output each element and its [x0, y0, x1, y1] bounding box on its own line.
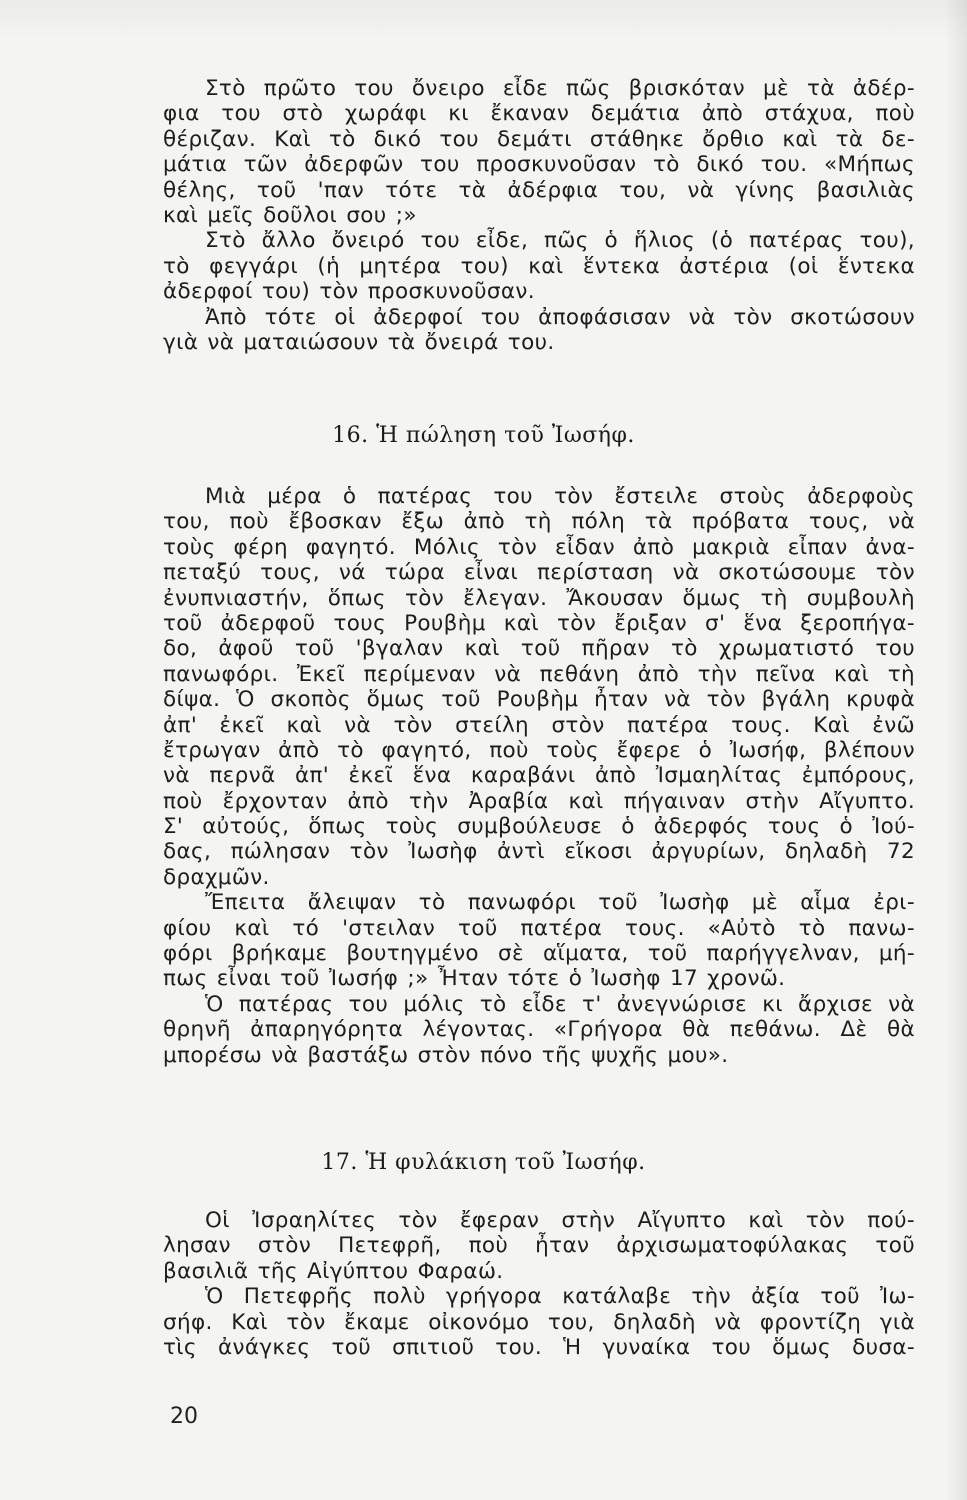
text-line: φια του στὸ χωράφι κι ἔκαναν δεμάτια ἀπὸ στάχυα, ποὺ — [163, 101, 915, 127]
text-line: δραχμῶν. — [163, 864, 270, 890]
text-line: Στὸ πρῶτο του ὄνειρο εἶδε πῶς βρισκόταν μὲ τὰ ἀδέρ- — [205, 76, 915, 101]
text-line: Ὁ πατέρας του μόλις τὸ εἶδε τ' ἀνεγνώρισε κι ἄρχισε νὰ — [205, 991, 915, 1017]
section-heading-17: 17. Ἡ φυλάκιση τοῦ Ἰωσήφ. — [321, 1150, 646, 1175]
text-line: ἔτρωγαν ἀπὸ τὸ φαγητό, ποὺ τοὺς ἔφερε ὁ Ἰωσήφ, βλέπουν — [163, 737, 915, 763]
text-line: πανωφόρι. Ἐκεῖ περίμεναν νὰ πεθάνη ἀπὸ τὴν πεῖνα καὶ τὴ — [163, 661, 915, 687]
text-line: ἐνυπνιαστήν, ὅπως τὸν ἔλεγαν. Ἄκουσαν ὅμως τὴ συμβουλὴ — [163, 585, 915, 611]
text-line: θρηνῆ ἀπαρηγόρητα λέγοντας. «Γρήγορα θὰ πεθάνω. Δὲ θὰ — [163, 1017, 915, 1043]
text-line: Ἔπειτα ἄλειψαν τὸ πανωφόρι τοῦ Ἰωσὴφ μὲ αἷμα ἐρι- — [205, 890, 915, 916]
text-block-section-16 — [163, 484, 915, 1068]
text-line: Στὸ ἄλλο ὄνειρό του εἶδε, πῶς ὁ ἥλιος (ὁ πατέρας του), — [205, 228, 915, 254]
text-line: μπορέσω νὰ βαστάξω στὸν πόνο τῆς ψυχῆς μου». — [163, 1042, 729, 1068]
text-line: ἀπ' ἐκεῖ καὶ νὰ τὸν στείλη στὸν πατέρα τους. Καὶ ἐνῶ — [163, 712, 915, 738]
text-line: τὸ φεγγάρι (ἡ μητέρα του) καὶ ἕντεκα ἀστέρια (οἱ ἕντεκα — [163, 253, 915, 279]
text-line: βασιλιᾶ τῆς Αἰγύπτου Φαραώ. — [163, 1258, 504, 1284]
text-line: Ἀπὸ τότε οἱ ἀδερφοί του ἀποφάσισαν νὰ τὸν σκοτώσουν — [205, 304, 915, 330]
text-line: Σ' αὐτούς, ὅπως τοὺς συμβούλευσε ὁ ἀδερφός τους ὁ Ἰού- — [163, 814, 915, 840]
text-line: τοῦ ἀδερφοῦ τους Ρουβὴμ καὶ τὸν ἔριξαν σ' ἕνα ξεροπήγα- — [163, 610, 915, 636]
text-line: λησαν στὸν Πετεφρῆ, ποὺ ἦταν ἀρχισωματοφύλακας τοῦ — [163, 1233, 915, 1259]
text-line: πως εἶναι τοῦ Ἰωσήφ ;» Ἦταν τότε ὁ Ἰωσὴφ 17 χρονῶ. — [163, 966, 786, 992]
text-line: τοὺς φέρη φαγητό. Μόλις τὸν εἶδαν ἀπὸ μακριὰ εἶπαν ἀνα- — [163, 534, 915, 560]
text-line: σήφ. Καὶ τὸν ἔκαμε οἰκονόμο του, δηλαδὴ νὰ φροντίζη γιὰ — [163, 1309, 915, 1335]
text-line: φίου καὶ τό 'στειλαν τοῦ πατέρα τους. «Αὐτὸ τὸ πανω- — [163, 915, 915, 941]
page-top-shading — [0, 0, 967, 40]
text-line: του, ποὺ ἔβοσκαν ἔξω ἀπὸ τὴ πόλη τὰ πρόβατα τους, νὰ — [163, 509, 915, 535]
page-edge-shading — [945, 0, 967, 1500]
text-line: θέλης, τοῦ 'παν τότε τὰ ἀδέρφια του, νὰ γίνης βασιλιὰς — [163, 177, 915, 203]
text-line: Ὁ Πετεφρῆς πολὺ γρήγορα κατάλαβε τὴν ἀξία τοῦ Ἰω- — [205, 1284, 915, 1310]
text-line: δίψα. Ὁ σκοπὸς ὅμως τοῦ Ρουβὴμ ἦταν νὰ τὸν βγάλη κρυφὰ — [163, 687, 915, 713]
text-line: ἀδερφοί του) τὸν προσκυνοῦσαν. — [163, 279, 535, 305]
text-line: δας, πώλησαν τὸν Ἰωσὴφ ἀντὶ εἴκοσι ἀργυρίων, δηλαδὴ 72 — [163, 839, 915, 865]
text-line: Οἱ Ἰσραηλίτες τὸν ἔφεραν στὴν Αἴγυπτο καὶ τὸν πού- — [205, 1208, 915, 1233]
text-block-intro — [163, 76, 915, 355]
text-line: ποὺ ἔρχονταν ἀπὸ τὴν Ἀραβία καὶ πήγαιναν στὴν Αἴγυπτο. — [163, 788, 915, 814]
section-heading-16: 16. Ἡ πώληση τοῦ Ἰωσήφ. — [332, 423, 635, 448]
text-line: φόρι βρήκαμε βουτηγμένο σὲ αἵματα, τοῦ παρήγγελναν, μή- — [163, 941, 915, 967]
text-line: μάτια τῶν ἀδερφῶν του προσκυνοῦσαν τὸ δικό του. «Μήπως — [163, 152, 915, 178]
text-line: δο, ἀφοῦ τοῦ 'βγαλαν καὶ τοῦ πῆραν τὸ χρωματιστό του — [163, 636, 915, 662]
text-line: θέριζαν. Καὶ τὸ δικό του δεμάτι στάθηκε ὄρθιο καὶ τὰ δε- — [163, 126, 915, 152]
text-line: Μιὰ μέρα ὁ πατέρας του τὸν ἔστειλε στοὺς ἀδερφοὺς — [205, 484, 915, 509]
text-line: τὶς ἀνάγκες τοῦ σπιτιοῦ του. Ἡ γυναίκα του ὅμως δυσα- — [163, 1334, 915, 1360]
page-number: 20 — [170, 1404, 198, 1429]
text-line: νὰ περνᾶ ἀπ' ἐκεῖ ἕνα καραβάνι ἀπὸ Ἰσμαηλίτας ἐμπόρους, — [163, 763, 915, 789]
text-line: γιὰ νὰ ματαιώσουν τὰ ὄνειρά του. — [163, 329, 555, 355]
text-line: πεταξύ τους, νά τώρα εἶναι περίσταση νὰ σκοτώσουμε τὸν — [163, 560, 915, 586]
text-line: καὶ μεῖς δοῦλοι σου ;» — [163, 202, 417, 228]
text-block-section-17 — [163, 1208, 915, 1360]
